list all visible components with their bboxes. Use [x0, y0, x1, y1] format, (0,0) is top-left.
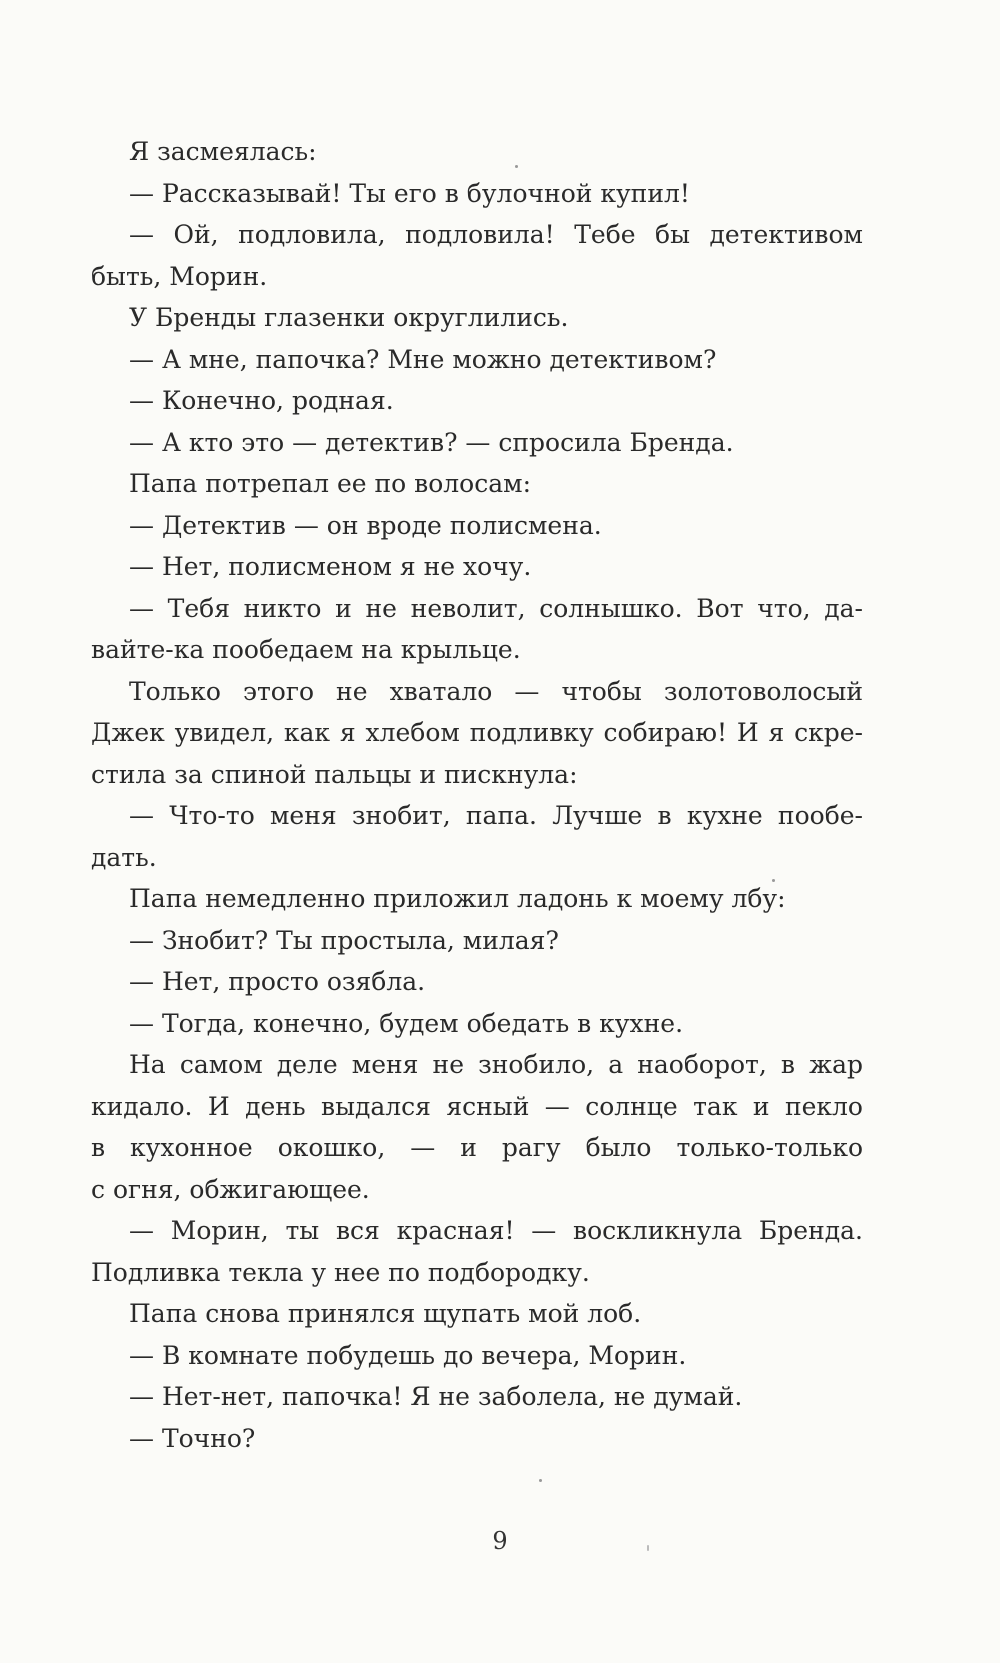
- text-line: с огня, обжигающее.: [91, 1174, 370, 1204]
- text-line: — А кто это — детектив? — спросила Бренда.: [129, 427, 734, 457]
- text-line: — Точно?: [129, 1423, 256, 1453]
- text-line: — В комнате побудешь до вечера, Морин.: [129, 1340, 687, 1370]
- text-line: — Морин, ты вся красная! — воскликнула Бренда.: [129, 1216, 863, 1245]
- paper-speck: [772, 879, 775, 882]
- text-line: Только этого не хватало — чтобы золотоволосый: [129, 676, 863, 706]
- paper-speck: [647, 1545, 649, 1551]
- text-line: — Тогда, конечно, будем обедать в кухне.: [129, 1008, 684, 1038]
- text-line: — Рассказывай! Ты его в булочной купил!: [129, 178, 690, 208]
- body-text: [91, 131, 863, 1459]
- text-line: Папа потрепал ее по волосам:: [129, 469, 531, 498]
- paper-speck: [515, 165, 518, 168]
- text-line: — Нет-нет, папочка! Я не заболела, не думай.: [129, 1382, 743, 1411]
- text-line: На самом деле меня не знобило, а наоборот, в жар: [129, 1050, 863, 1079]
- text-line: — Тебя никто и не неволит, солнышко. Вот что, да-: [129, 593, 863, 623]
- page-number: 9: [492, 1527, 508, 1555]
- text-line: Папа немедленно приложил ладонь к моему лбу:: [129, 884, 786, 913]
- text-line: Я засмеялась:: [129, 137, 317, 166]
- text-line: Подливка текла у нее по подбородку.: [91, 1257, 590, 1287]
- text-line: кидало. И день выдался ясный — солнце так и пекло: [91, 1091, 863, 1121]
- text-line: — Нет, просто озябла.: [129, 967, 426, 996]
- text-line: вайте-ка пообедаем на крыльце.: [91, 635, 521, 664]
- text-line: быть, Морин.: [91, 261, 268, 291]
- text-line: — Знобит? Ты простыла, милая?: [129, 925, 559, 955]
- paper-speck: [539, 1479, 542, 1482]
- text-line: дать.: [91, 842, 157, 872]
- text-line: — Ой, подловила, подловила! Тебе бы детективом: [129, 220, 863, 249]
- text-line: Папа снова принялся щупать мой лоб.: [129, 1299, 642, 1328]
- text-line: стила за спиной пальцы и пискнула:: [91, 759, 578, 789]
- text-line: — Нет, полисменом я не хочу.: [129, 552, 532, 581]
- text-line: — Детектив — он вроде полисмена.: [129, 510, 602, 540]
- text-line: — Конечно, родная.: [129, 386, 394, 415]
- text-line: Джек увидел, как я хлебом подливку собираю! И я скре-: [91, 718, 863, 747]
- text-line: У Бренды глазенки округлились.: [129, 303, 569, 332]
- text-line: — А мне, папочка? Мне можно детективом?: [129, 344, 717, 374]
- text-line: — Что-то меня знобит, папа. Лучше в кухне пообе-: [129, 801, 863, 830]
- text-line: в кухонное окошко, — и рагу было только-только: [91, 1133, 863, 1162]
